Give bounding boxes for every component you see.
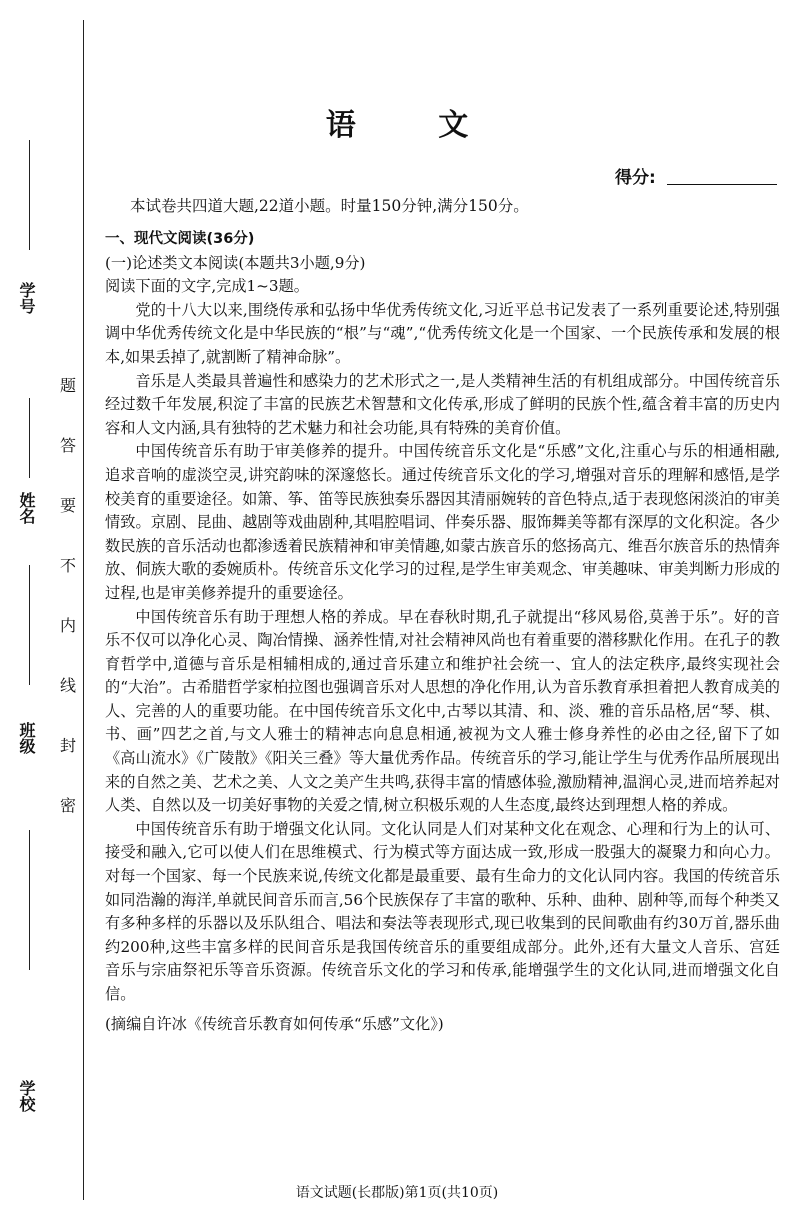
instruction: 阅读下面的文字,完成1~3题。: [105, 277, 309, 296]
name-blank: [29, 398, 30, 478]
paragraph: 中国传统音乐有助于增强文化认同。文化认同是人们对某种文化在观念、心理和行为上的认可、接受和融入,它可以使人们在思维模式、行为模式等方面达成一致,形成一股强大的凝聚力和向心力。对每一个国家、每一个民族来说,传统文化都是最重要、最有生命力的文化认同内容。我国的传统音乐如同浩瀚的海洋,单就民间音乐而言,56个民族保存了丰富的歌种、乐种、曲种、剧种等,而每个种类又有多种多样的乐器以及乐队组合、唱法和奏法等表现形式,现已收集到的民间歌曲有约30万首,器乐曲约200种,这些丰富多样的民间音乐是我国传统音乐的重要组成部分。此外,还有大量文人音乐、宫廷音乐与宗庙祭祀乐等音乐资源。传统音乐文化的学习和传承,能增强学生的文化认同,进而增强文化自信。: [105, 819, 780, 1003]
paragraph: 中国传统音乐有助于理想人格的养成。早在春秋时期,孔子就提出“移风易俗,莫善于乐”。好的音乐不仅可以净化心灵、陶冶情操、涵养性情,对社会精神风尚也有着重要的潜移默化作用。在孔子的教育哲学中,道德与音乐是相辅相成的,通过音乐建立和维护社会统一、宜人的法定秩序,最终实现社会的“大治”。古希腊哲学家柏拉图也强调音乐对人思想的净化作用,认为音乐教育承担着把人教育成美的人、完善的人的重要功能。在中国传统音乐文化中,古琴以其清、和、淡、雅的音乐品格,居“琴、棋、书、画”四艺之首,与文人雅士的精神志向息息相通,被视为文人雅士修身养性的必由之径,留下了如《高山流水》《广陵散》《阳关三叠》等大量优秀作品。传统音乐的学习,能让学生与优秀作品所展现出来的自然之美、艺术之美、人文之美产生共鸣,获得丰富的情感体验,激励精神,温润心灵,进而培养起对人类、自然以及一切美好事物的关爱之情,树立积极乐观的人生态度,最终达到理想人格的养成。: [105, 607, 780, 815]
page-footer: 语文试题(长郡版)第1页(共10页): [295, 1185, 499, 1201]
subsection-heading: (一)论述类文本阅读(本题共3小题,9分): [105, 253, 366, 272]
seal-char: 要: [59, 496, 76, 515]
field-school: 学校: [17, 1080, 36, 1112]
field-name: 姓名: [17, 492, 36, 524]
seal-char: 密: [59, 796, 76, 815]
paragraph: 中国传统音乐有助于审美修养的提升。中国传统音乐文化是“乐感”文化,注重心与乐的相通相融,追求音响的虚淡空灵,讲究韵味的深邃悠长。通过传统音乐文化的学习,增强对音乐的理解和感悟,是学校美育的重要途径。如箫、筝、笛等民族独奏乐器因其清丽婉转的音色特点,适于表现悠闲淡泊的审美情致。京剧、昆曲、越剧等戏曲剧种,其唱腔唱词、伴奏乐器、服饰舞美等都有深厚的文化积淀。各少数民族的音乐活动也都渗透着民族精神和审美情趣,如蒙古族音乐的悠扬高亢、维吾尔族音乐的热情奔放、侗族大歌的委婉质朴。传统音乐文化学习的过程,是学生审美观念、审美趣味、审美判断力形成的过程,也是审美修养提升的重要途径。: [105, 442, 780, 602]
exam-intro: 本试卷共四道大题,22道小题。时量150分钟,满分150分。: [130, 197, 529, 215]
reading-passage: [105, 228, 780, 1036]
paragraph: 党的十八大以来,围绕传承和弘扬中华优秀传统文化,习近平总书记发表了一系列重要论述,特别强调中华优秀传统文化是中华民族的“根”与“魂”,“优秀传统文化是一个国家、一个民族传承和发展的根本,如果丢掉了,就割断了精神命脉”。: [105, 300, 780, 366]
seal-char: 线: [59, 676, 76, 695]
field-class: 班级: [17, 722, 36, 754]
field-student-id: 学号: [17, 282, 36, 314]
source-citation: (摘编自许冰《传统音乐教育如何传承“乐感”文化》): [105, 1014, 444, 1033]
seal-char: 题: [59, 376, 76, 395]
class-blank: [29, 565, 30, 685]
binding-line: [83, 20, 84, 1200]
binding-margin: [0, 0, 100, 1220]
page-title: 语 文: [325, 108, 505, 143]
seal-char: 不: [59, 556, 76, 575]
student-id-blank: [29, 140, 30, 250]
seal-char: 内: [59, 616, 76, 635]
school-blank: [29, 830, 30, 970]
paragraph: 音乐是人类最具普遍性和感染力的艺术形式之一,是人类精神生活的有机组成部分。中国传统音乐经过数千年发展,积淀了丰富的民族艺术智慧和文化传承,形成了鲜明的民族个性,蕴含着丰富的历史内容和人文内涵,具有独特的艺术魅力和社会功能,具有特殊的美育价值。: [105, 371, 780, 437]
score-label: 得分:: [615, 168, 656, 188]
seal-char: 封: [59, 736, 76, 755]
score-blank: [667, 184, 777, 185]
section-heading: 一、现代文阅读(36分): [105, 231, 255, 247]
seal-char: 答: [59, 436, 76, 455]
